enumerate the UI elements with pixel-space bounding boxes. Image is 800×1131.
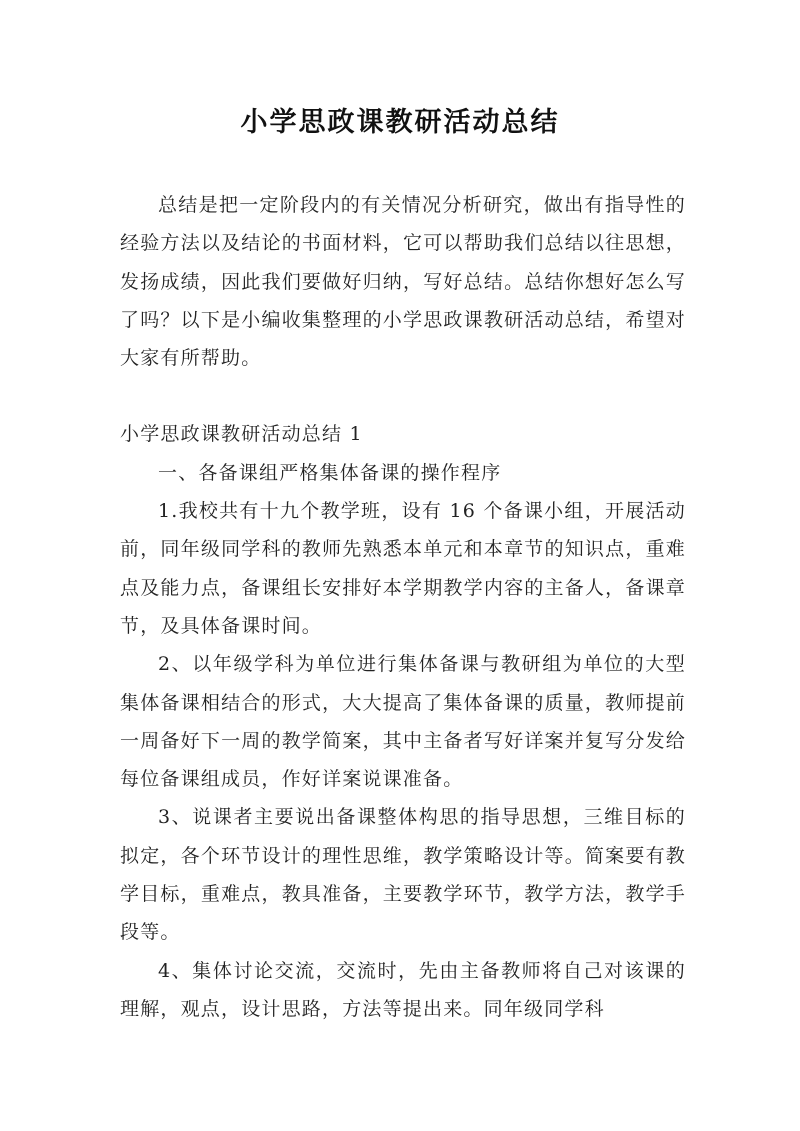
intro-paragraph: 总结是把一定阶段内的有关情况分析研究，做出有指导性的经验方法以及结论的书面材料，它可以帮助我们总结以往思想，发扬成绩，因此我们要做好归纳，写好总结。总结你想好怎么写了吗？以下是小编收集整理的小学思政课教研活动总结，希望对大家有所帮助。 (120, 194, 686, 370)
paragraph-gap (120, 377, 686, 415)
section-title: 小学思政课教研活动总结 1 (120, 423, 363, 446)
body-paragraph-1: 1.我校共有十九个教学班，设有 16 个备课小组，开展活动前，同年级同学科的教师先熟悉本单元和本章节的知识点，重难点及能力点，备课组长安排好本学期教学内容的主备人，备课章节，及具体备课时间。 (120, 500, 686, 637)
document-body (120, 186, 686, 1028)
body-paragraph-2: 2、以年级学科为单位进行集体备课与教研组为单位的大型集体备课相结合的形式，大大提高了集体备课的质量，教师提前一周备好下一周的教学简案，其中主备者写好详案并复写分发给每位备课组成员，作好详案说课准备。 (120, 653, 686, 791)
section-heading: 一、各备课组严格集体备课的操作程序 (158, 461, 502, 484)
document-title: 小学思政课教研活动总结 (240, 107, 560, 138)
body-paragraph-4: 4、集体讨论交流，交流时，先由主备教师将自己对该课的理解，观点，设计思路，方法等提出来。同年级同学科 (120, 959, 686, 1020)
body-paragraph-3: 3、说课者主要说出备课整体构思的指导思想，三维目标的拟定，各个环节设计的理性思维，教学策略设计等。简案要有教学目标，重难点，教具准备，主要教学环节，教学方法，教学手段等。 (120, 806, 686, 944)
